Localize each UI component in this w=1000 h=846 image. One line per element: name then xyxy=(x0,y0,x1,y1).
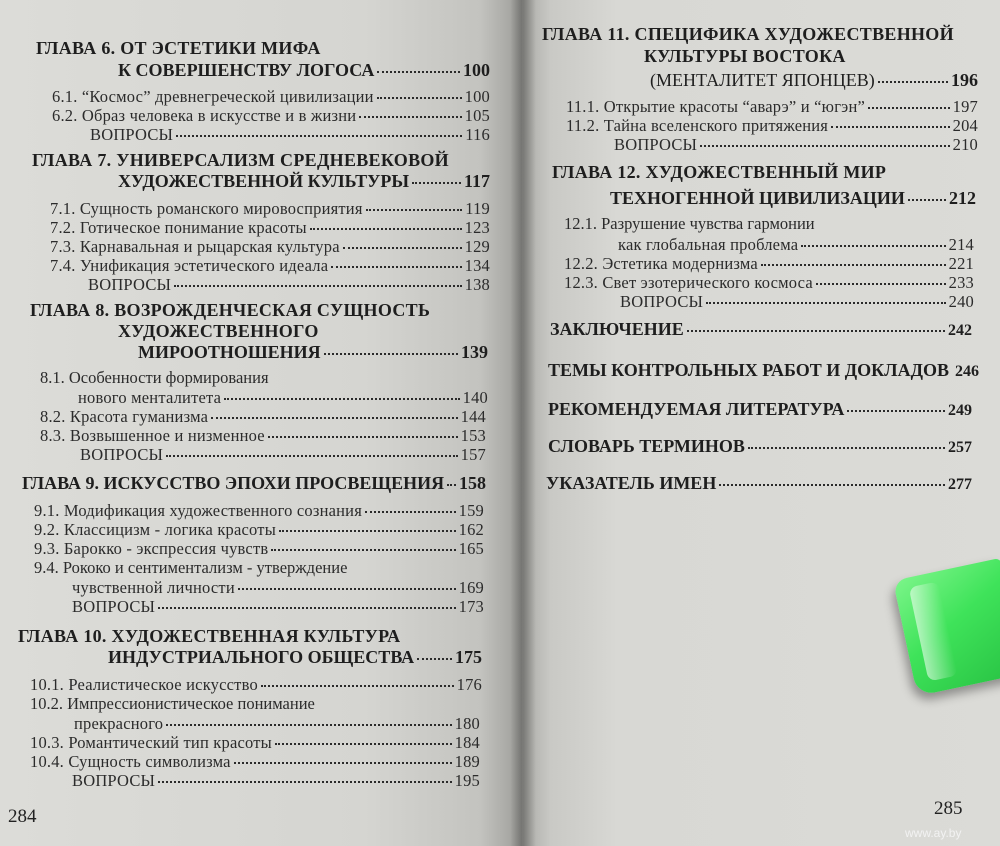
chapter-10-entry[interactable] xyxy=(108,648,482,666)
leader-dots xyxy=(310,228,462,230)
toc-entry-10-3[interactable] xyxy=(30,734,480,752)
chapter-7-entry[interactable] xyxy=(118,172,490,190)
book-gutter-shadow xyxy=(510,0,536,846)
chapter-6-title-line2: К СОВЕРШЕНСТВУ ЛОГОСА xyxy=(118,60,375,80)
entry-page: 134 xyxy=(464,256,490,275)
toc-entry-7-3[interactable] xyxy=(50,238,490,256)
leader-dots xyxy=(238,588,456,590)
chapter-12-entry[interactable] xyxy=(610,189,976,207)
chapter-12-title-line2: ТЕХНОГЕННОЙ ЦИВИЛИЗАЦИИ xyxy=(610,188,905,208)
chapter-10-title-line2: ИНДУСТРИАЛЬНОГО ОБЩЕСТВА xyxy=(108,647,415,667)
chapter-11-title-line2: КУЛЬТУРЫ ВОСТОКА xyxy=(644,46,846,66)
entry-page: 277 xyxy=(948,476,972,493)
entry-label: 9.3. Барокко - экспрессия чувств xyxy=(34,539,269,558)
entry-page: 165 xyxy=(458,539,484,558)
toc-entry-10-2-line1: 10.2. Импрессионистическое понимание xyxy=(30,694,315,713)
entry-page: 157 xyxy=(460,445,486,464)
leader-dots xyxy=(447,484,456,486)
leader-dots xyxy=(412,182,461,184)
leader-dots xyxy=(816,283,946,285)
leader-dots xyxy=(211,417,458,419)
entry-label: 6.1. “Космос” древнегреческой цивилизации xyxy=(52,87,374,106)
toc-conclusion[interactable] xyxy=(550,320,972,340)
entry-page: 144 xyxy=(460,407,486,426)
entry-label: 9.2. Классицизм - логика красоты xyxy=(34,520,276,539)
entry-page: 119 xyxy=(465,199,490,218)
leader-dots xyxy=(359,116,461,118)
leader-dots xyxy=(878,81,948,83)
entry-page: 204 xyxy=(952,116,978,135)
entry-page: 169 xyxy=(458,578,484,597)
leader-dots xyxy=(417,658,452,660)
toc-entry-10-4[interactable] xyxy=(30,753,480,771)
leader-dots xyxy=(331,266,461,268)
chapter-7-title-line2: ХУДОЖЕСТВЕННОЙ КУЛЬТУРЫ xyxy=(118,171,410,191)
entry-page: 246 xyxy=(954,363,979,380)
entry-page: 123 xyxy=(464,218,490,237)
toc-entry-9-4[interactable] xyxy=(72,579,484,597)
chapter-7-page: 117 xyxy=(463,171,490,191)
entry-label: 7.4. Унификация эстетического идеала xyxy=(50,256,329,275)
toc-entry-11-1[interactable] xyxy=(566,98,978,116)
leader-dots xyxy=(234,762,452,764)
toc-recommended-literature[interactable] xyxy=(548,400,972,420)
entry-label: 11.2. Тайна вселенского притяжения xyxy=(566,116,829,135)
entry-page: 129 xyxy=(464,237,490,256)
toc-entry-8-2[interactable] xyxy=(40,408,486,426)
entry-label: 7.1. Сущность романского мировосприятия xyxy=(50,199,363,218)
toc-entry-12-questions[interactable] xyxy=(620,293,974,311)
leader-dots xyxy=(801,245,945,247)
entry-page: 100 xyxy=(464,87,490,106)
leader-dots xyxy=(279,530,456,532)
toc-entry-10-questions[interactable] xyxy=(72,772,480,790)
entry-label: ВОПРОСЫ xyxy=(88,275,172,294)
chapter-11-title-line3: (МЕНТАЛИТЕТ ЯПОНЦЕВ) xyxy=(650,70,875,90)
entry-label: РЕКОМЕНДУЕМАЯ ЛИТЕРАТУРА xyxy=(548,399,845,419)
toc-glossary[interactable] xyxy=(548,437,972,457)
entry-label: 9.1. Модификация художественного сознания xyxy=(34,501,362,520)
entry-page: 197 xyxy=(952,97,978,116)
entry-label: ВОПРОСЫ xyxy=(72,597,156,616)
leader-dots xyxy=(719,484,945,486)
entry-page: 221 xyxy=(948,254,974,273)
leader-dots xyxy=(908,199,946,201)
entry-label: 12.3. Свет эзотерического космоса xyxy=(564,273,813,292)
entry-label: ВОПРОСЫ xyxy=(80,445,164,464)
toc-entry-7-2[interactable] xyxy=(50,219,490,237)
entry-page: 189 xyxy=(454,752,480,771)
entry-label: 7.3. Карнавальная и рыцарская культура xyxy=(50,237,340,256)
toc-entry-7-questions[interactable] xyxy=(88,276,490,294)
entry-label: ТЕМЫ КОНТРОЛЬНЫХ РАБОТ И ДОКЛАДОВ xyxy=(548,360,949,380)
toc-entry-12-3[interactable] xyxy=(564,274,974,292)
chapter-9-page: 158 xyxy=(459,473,486,493)
entry-page: 173 xyxy=(458,597,484,616)
leader-dots xyxy=(831,126,950,128)
leader-dots xyxy=(847,410,945,412)
leader-dots xyxy=(377,71,460,73)
page-number-left: 284 xyxy=(8,806,37,827)
entry-page: 184 xyxy=(454,733,480,752)
chapter-7-title-line1: ГЛАВА 7. УНИВЕРСАЛИЗМ СРЕДНЕВЕКОВОЙ xyxy=(32,150,449,170)
entry-page: 242 xyxy=(948,322,972,339)
entry-page: 153 xyxy=(460,426,486,445)
toc-entry-12-1-line1: 12.1. Разрушение чувства гармонии xyxy=(564,214,815,233)
leader-dots xyxy=(158,781,452,783)
chapter-9-entry[interactable] xyxy=(22,474,486,492)
entry-label: УКАЗАТЕЛЬ ИМЕН xyxy=(546,473,717,493)
toc-entry-12-1[interactable] xyxy=(618,236,974,254)
chapter-8-title-line1: ГЛАВА 8. ВОЗРОЖДЕНЧЕСКАЯ СУЩНОСТЬ xyxy=(30,300,431,320)
leader-dots xyxy=(268,436,458,438)
chapter-10-page: 175 xyxy=(455,647,482,667)
leader-dots xyxy=(275,743,452,745)
entry-page: 180 xyxy=(454,714,480,733)
toc-entry-12-2[interactable] xyxy=(564,255,974,273)
chapter-6-title-line1: ГЛАВА 6. ОТ ЭСТЕТИКИ МИФА xyxy=(36,38,321,58)
toc-assignment-topics[interactable] xyxy=(548,360,979,381)
entry-page: 195 xyxy=(454,771,480,790)
entry-label: ВОПРОСЫ xyxy=(620,292,704,311)
toc-entry-9-2[interactable] xyxy=(34,521,484,539)
entry-page: 138 xyxy=(464,275,490,294)
entry-page: 162 xyxy=(458,520,484,539)
entry-label: прекрасного xyxy=(74,714,164,733)
entry-label: нового менталитета xyxy=(78,388,222,407)
entry-page: 249 xyxy=(948,402,972,419)
entry-label: 7.2. Готическое понимание красоты xyxy=(50,218,307,237)
toc-entry-8-questions[interactable] xyxy=(80,446,486,464)
page-number-right: 285 xyxy=(934,798,963,819)
toc-entry-11-questions[interactable] xyxy=(614,136,978,154)
entry-page: 140 xyxy=(462,388,488,407)
entry-page: 214 xyxy=(948,235,974,254)
leader-dots xyxy=(687,330,945,332)
entry-label: 10.4. Сущность символизма xyxy=(30,752,231,771)
site-watermark: www.ay.by xyxy=(905,826,962,840)
right-toc xyxy=(522,0,1000,846)
leader-dots xyxy=(377,97,462,99)
leader-dots xyxy=(365,511,456,513)
leader-dots xyxy=(261,685,454,687)
entry-page: 116 xyxy=(465,125,490,144)
leader-dots xyxy=(166,724,451,726)
chapter-11-title-line1: ГЛАВА 11. СПЕЦИФИКА ХУДОЖЕСТВЕННОЙ xyxy=(542,24,954,44)
chapter-12-page: 212 xyxy=(949,188,976,208)
entry-page: 210 xyxy=(952,135,978,154)
entry-label: 10.3. Романтический тип красоты xyxy=(30,733,272,752)
toc-entry-8-1[interactable] xyxy=(78,389,488,407)
leader-dots xyxy=(271,549,455,551)
entry-label: 8.2. Красота гуманизма xyxy=(40,407,209,426)
leader-dots xyxy=(706,302,946,304)
entry-label: как глобальная проблема xyxy=(618,235,799,254)
toc-entry-6-2[interactable] xyxy=(52,107,490,125)
leader-dots xyxy=(324,353,458,355)
leader-dots xyxy=(748,447,945,449)
chapter-8-title-line3: МИРООТНОШЕНИЯ xyxy=(138,342,321,362)
entry-label: ЗАКЛЮЧЕНИЕ xyxy=(550,319,684,339)
entry-page: 105 xyxy=(464,106,490,125)
leader-dots xyxy=(174,285,462,287)
entry-page: 159 xyxy=(458,501,484,520)
entry-page: 257 xyxy=(948,439,972,456)
entry-label: чувственной личности xyxy=(72,578,235,597)
leader-dots xyxy=(166,455,458,457)
toc-entry-9-1[interactable] xyxy=(34,502,484,520)
leader-dots xyxy=(868,107,950,109)
entry-label: ВОПРОСЫ xyxy=(614,135,698,154)
entry-label: ВОПРОСЫ xyxy=(90,125,174,144)
toc-entry-11-2[interactable] xyxy=(566,117,978,135)
toc-entry-7-1[interactable] xyxy=(50,200,490,218)
entry-label: СЛОВАРЬ ТЕРМИНОВ xyxy=(548,436,745,456)
toc-entry-7-4[interactable] xyxy=(50,257,490,275)
entry-page: 233 xyxy=(948,273,974,292)
chapter-8-entry[interactable] xyxy=(138,343,488,361)
toc-entry-6-1[interactable] xyxy=(52,88,490,106)
chapter-6-entry[interactable] xyxy=(118,61,490,79)
leader-dots xyxy=(700,145,950,147)
right-page xyxy=(522,0,1000,846)
leader-dots xyxy=(366,209,463,211)
leader-dots xyxy=(343,247,462,249)
leader-dots xyxy=(158,607,456,609)
toc-entry-10-1[interactable] xyxy=(30,676,482,694)
entry-label: 6.2. Образ человека в искусстве и в жизни xyxy=(52,106,357,125)
entry-label: 8.3. Возвышенное и низменное xyxy=(40,426,265,445)
toc-entry-8-3[interactable] xyxy=(40,427,486,445)
toc-entry-6-questions[interactable] xyxy=(90,126,490,144)
entry-label: ВОПРОСЫ xyxy=(72,771,156,790)
entry-label: 10.1. Реалистическое искусство xyxy=(30,675,258,694)
chapter-8-title-line2: ХУДОЖЕСТВЕННОГО xyxy=(118,321,319,341)
leader-dots xyxy=(224,398,459,400)
chapter-9-title: ГЛАВА 9. ИСКУССТВО ЭПОХИ ПРОСВЕЩЕНИЯ xyxy=(22,473,445,493)
toc-entry-8-1-line1: 8.1. Особенности формирования xyxy=(40,368,269,387)
leader-dots xyxy=(761,264,946,266)
chapter-10-title-line1: ГЛАВА 10. ХУДОЖЕСТВЕННАЯ КУЛЬТУРА xyxy=(18,626,401,646)
toc-name-index[interactable] xyxy=(546,474,972,494)
toc-entry-9-questions[interactable] xyxy=(72,598,484,616)
toc-entry-9-3[interactable] xyxy=(34,540,484,558)
toc-entry-9-4-line1: 9.4. Рококо и сентиментализм - утверждение xyxy=(34,558,348,577)
chapter-8-page: 139 xyxy=(461,342,488,362)
chapter-11-entry[interactable] xyxy=(650,71,978,89)
toc-entry-10-2[interactable] xyxy=(74,715,480,733)
entry-label: 11.1. Открытие красоты “аварэ” и “югэн” xyxy=(566,97,865,116)
chapter-11-page: 196 xyxy=(951,70,978,90)
chapter-12-title-line1: ГЛАВА 12. ХУДОЖЕСТВЕННЫЙ МИР xyxy=(552,162,887,182)
entry-label: 12.2. Эстетика модернизма xyxy=(564,254,758,273)
entry-page: 240 xyxy=(948,292,974,311)
chapter-6-page: 100 xyxy=(463,60,490,80)
leader-dots xyxy=(176,135,462,137)
entry-page: 176 xyxy=(456,675,482,694)
